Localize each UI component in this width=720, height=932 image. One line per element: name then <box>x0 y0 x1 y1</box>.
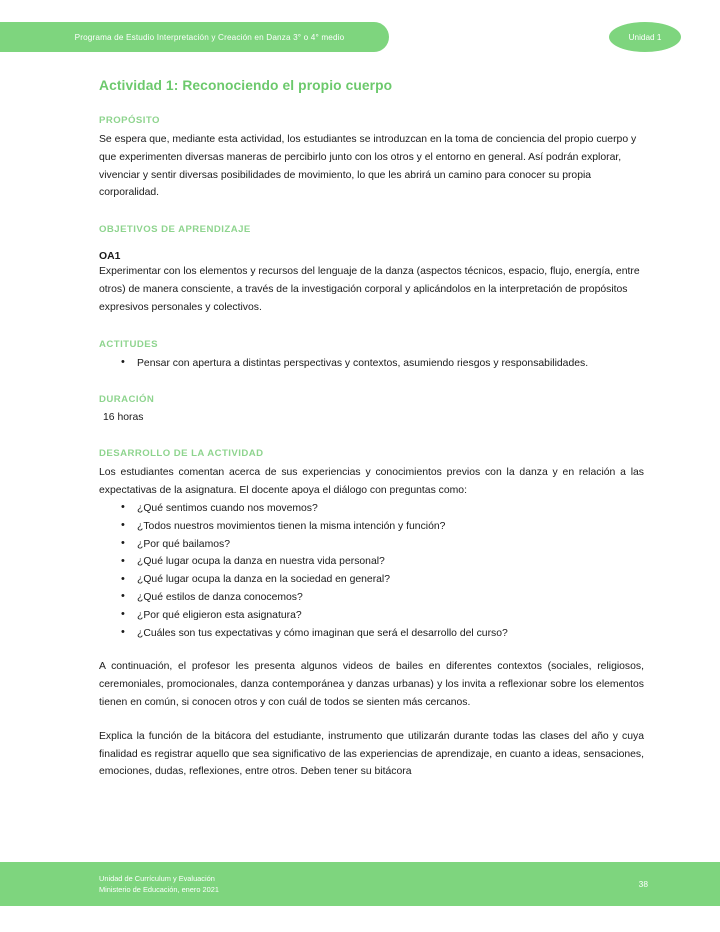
section-heading-proposito: PROPÓSITO <box>99 115 160 126</box>
desarrollo-paragraph-3: Explica la función de la bitácora del estudiante, instrumento que utilizarán durante todas las clases del año y cuya finalidad es registrar aquello que sea significativo de las experiencias de aprendizaje, en cuanto a ideas, sensaciones, emociones, dudas, reflexiones, entre otros. Deben tener su bitácora <box>99 730 644 778</box>
section-heading-actitudes: ACTITUDES <box>99 338 158 350</box>
list-item: • ¿Qué estilos de danza conocemos? <box>99 589 644 607</box>
list-item: • ¿Qué lugar ocupa la danza en nuestra vida personal? <box>99 553 644 571</box>
list-item: • ¿Qué sentimos cuando nos movemos? <box>99 500 644 518</box>
header-band <box>0 22 389 52</box>
section-proposito <box>99 115 644 202</box>
footer-institution <box>99 873 219 895</box>
section-desarrollo <box>99 448 644 781</box>
oa-code: OA1 <box>99 251 121 263</box>
desarrollo-intro-paragraph: Los estudiantes comentan acerca de sus experiencias y conocimientos previos con la danza y en relación a las expectativas de la asignatura. El docente apoya el diálogo con preguntas como: <box>99 467 644 497</box>
list-item: • ¿Por qué bailamos? <box>99 536 644 554</box>
section-objetivos <box>99 224 644 316</box>
list-item: • ¿Qué lugar ocupa la danza en la sociedad en general? <box>99 571 644 589</box>
section-heading-objetivos: OBJETIVOS DE APRENDIZAJE <box>99 224 251 236</box>
page-number: 38 <box>638 879 648 889</box>
footer-line-2: Ministerio de Educación, enero 2021 <box>99 885 219 894</box>
unit-badge-label: Unidad 1 <box>628 32 662 42</box>
list-item: • ¿Todos nuestros movimientos tienen la misma intención y función? <box>99 518 644 536</box>
section-actitudes <box>99 339 644 373</box>
actitudes-list <box>99 355 644 373</box>
oa-description: Experimentar con los elementos y recursos del lenguaje de la danza (aspectos técnicos, espacio, flujo, energía, entre otros) de manera consciente, a través de la investigación corporal y aplicándolos en la interpretación de propósitos expresivos personales y colectivos. <box>99 266 640 313</box>
proposito-text: Se espera que, mediante esta actividad, los estudiantes se introduzcan en la toma de conciencia del propio cuerpo y que experimenten diversas maneras de percibirlo junto con los otros y el entorno en general. Así podrán explorar, vivenciar y sentir diversas posibilidades de movimiento, lo que les abrirá un camino para conocer su propia corporalidad. <box>99 134 637 199</box>
footer-line-1: Unidad de Currículum y Evaluación <box>99 874 215 883</box>
list-item: • Pensar con apertura a distintas perspectivas y contextos, asumiendo riesgos y responsabilidades. <box>99 355 644 373</box>
page-title: Actividad 1: Reconociendo el propio cuerpo <box>99 78 393 93</box>
list-item: • ¿Por qué eligieron esta asignatura? <box>99 607 644 625</box>
section-duracion <box>99 394 644 426</box>
list-item: • ¿Cuáles son tus expectativas y cómo imaginan que será el desarrollo del curso? <box>99 625 644 643</box>
header-program-title: Programa de Estudio Interpretación y Creación en Danza 3° o 4° medio <box>74 32 345 42</box>
section-heading-duracion: DURACIÓN <box>99 394 155 406</box>
document-content <box>99 78 644 781</box>
duracion-value: 16 horas <box>103 412 144 424</box>
section-heading-desarrollo: DESARROLLO DE LA ACTIVIDAD <box>99 448 264 460</box>
footer-band <box>0 862 720 906</box>
desarrollo-paragraph-2: A continuación, el profesor les presenta algunos videos de bailes en diferentes contextos (sociales, religiosos, ceremoniales, promocionales, danza contemporánea y danzas urbanas) y los invita a reflexionar sobre los elementos tienen en común, si conocen otros y con cuál de todos se sienten más cercanos. <box>99 661 644 708</box>
desarrollo-questions-list <box>99 500 644 642</box>
unit-badge <box>609 22 681 52</box>
